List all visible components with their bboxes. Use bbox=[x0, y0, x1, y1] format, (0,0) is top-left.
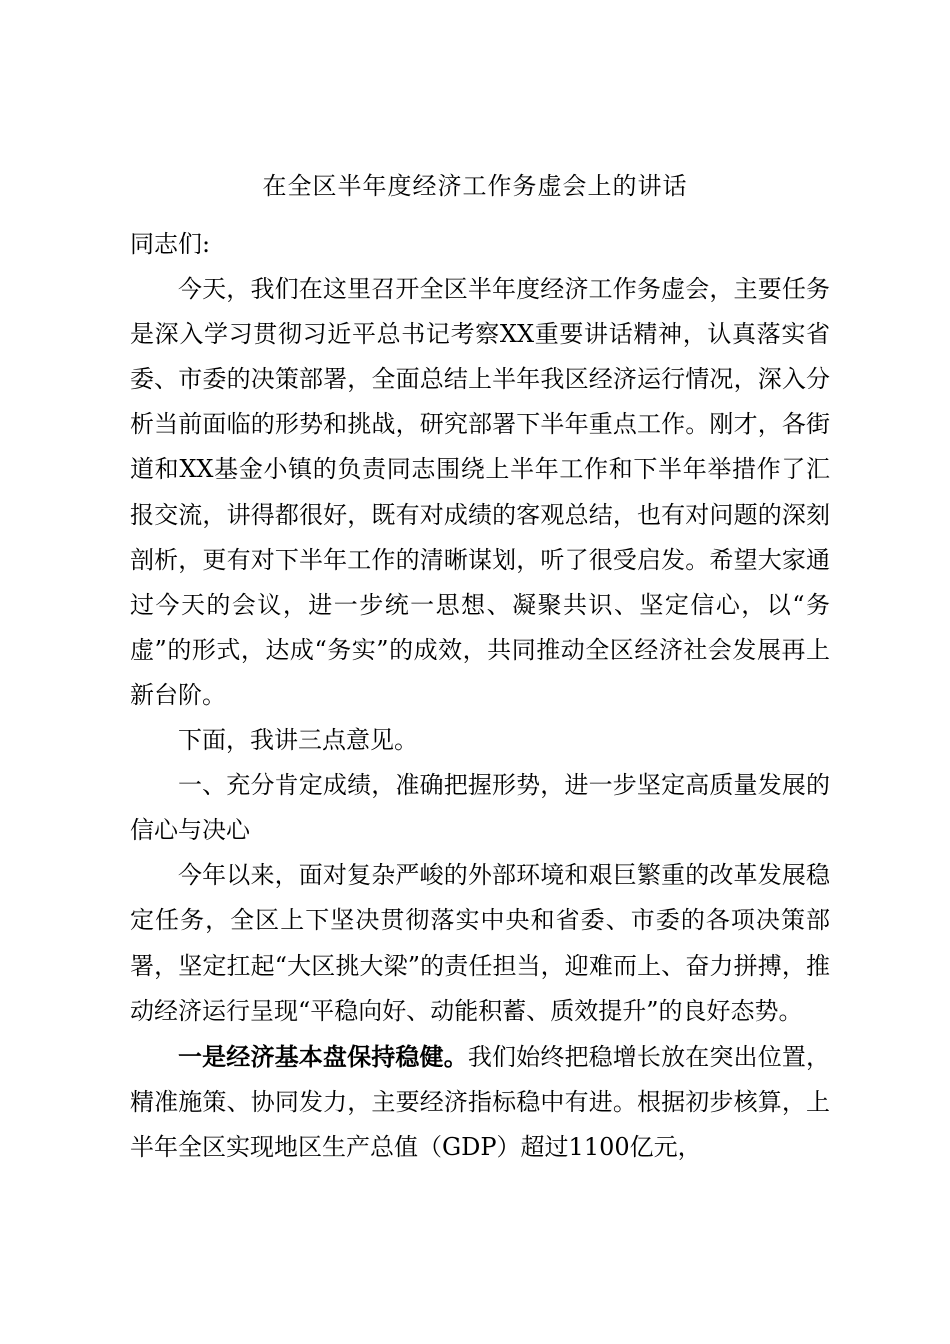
paragraph-overview: 今年以来，面对复杂严峻的外部环境和艰巨繁重的改革发展稳定任务，全区上下坚决贯彻落实中央和省委、市委的各项决策部署，坚定扛起“大区挑大梁”的责任担当，迎难而上、奋力拼搏，推动经济运行呈现“平稳向好、动能积蓄、质效提升”的良好态势。 bbox=[130, 861, 830, 1025]
salutation: 同志们: bbox=[130, 230, 211, 258]
section-heading-1: 一、充分肯定成绩，准确把握形势，进一步坚定高质量发展的信心与决心 bbox=[130, 771, 830, 845]
paragraph-opening: 今天，我们在这里召开全区半年度经济工作务虚会，主要任务是深入学习贯彻习近平总书记考察XX重要讲话精神，认真落实省委、市委的决策部署，全面总结上半年我区经济运行情况，深入分析当前面临的形势和挑战，研究部署下半年重点工作。刚才，各街道和XX基金小镇的负责同志围绕上半年工作和下半年举措作了汇报交流，讲得都很好，既有对成绩的客观总结，也有对问题的深刻剖析，更有对下半年工作的清晰谋划，听了很受启发。希望大家通过今天的会议，进一步统一思想、凝聚共识、坚定信心，以“务虚”的形式，达成“务实”的成效，共同推动全区经济社会发展再上新台阶。 bbox=[130, 275, 830, 709]
point-1-text: 我们始终把稳增长放在突出位置，精准施策、协同发力，主要经济指标稳中有进。根据初步核算，上半年全区实现地区生产总值（GDP）超过1100亿元， bbox=[130, 1042, 831, 1161]
document-title: 在全区半年度经济工作务虚会上的讲话 bbox=[262, 172, 688, 200]
paragraph-point-1 bbox=[130, 1034, 830, 1170]
document-body bbox=[130, 222, 830, 1170]
point-1-lead: 一是经济基本盘保持稳健。 bbox=[178, 1041, 468, 1071]
paragraph-transition: 下面，我讲三点意见。 bbox=[178, 726, 418, 755]
